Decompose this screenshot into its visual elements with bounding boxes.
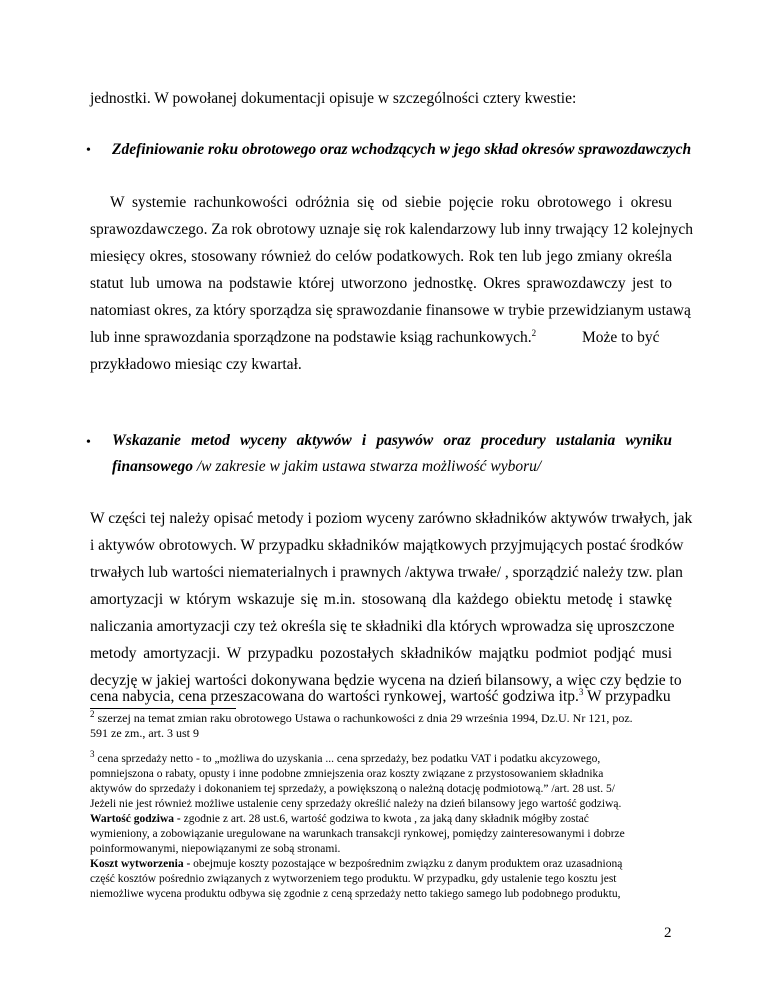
footnote-ref[interactable]: 2: [531, 327, 537, 338]
footnote-2-cont: 591 ze zm., art. 3 ust 9: [90, 726, 199, 740]
paragraph-line: [90, 688, 671, 706]
section-heading-fiscal-year: Zdefiniowanie roku obrotowego oraz wchodzących w jego skład okresów sprawozdawczych: [112, 141, 692, 158]
paragraph-text: W przypadku: [583, 688, 671, 705]
term-bold: Wartość godziwa -: [90, 813, 181, 825]
footnote-number: 3: [90, 749, 95, 760]
bullet-marker: •: [86, 143, 91, 158]
footnote-line: niemożliwe wycena produktu odbywa się zgodnie z ceną sprzedaży netto takiego samego lub podobnego produktu,: [90, 888, 621, 900]
footnote-line: pomniejszona o rabaty, opusty i inne podobne zmniejszenia oraz koszty związane z przystosowaniem składnika: [90, 768, 604, 780]
paragraph-line: miesięcy okres, stosowany również do celów podatkowych. Rok ten lub jego zmiany określa: [90, 248, 672, 265]
heading-italic-part: /w zakresie w jakim ustawa stwarza możliwość wyboru/: [192, 458, 542, 475]
footnote-text: zgodnie z art. 28 ust.6, wartość godziwa to kwota , za jaką dany składnik mógłby zostać: [180, 813, 589, 825]
paragraph-line: i aktywów obrotowych. W przypadku składników majątkowych przyjmujących postać środków: [90, 537, 684, 554]
footnote-line: [90, 858, 622, 870]
paragraph-line: metody amortyzacji. W przypadku pozostałych składników majątku podmiot podjąć musi: [90, 645, 672, 662]
footnote-line: część kosztów pośrednio związanych z wytworzeniem tego produktu. W przypadku, gdy ustalenie tego kosztu jest: [90, 873, 617, 885]
bullet-marker: •: [86, 435, 91, 450]
paragraph-line: przykładowo miesiąc czy kwartał.: [90, 356, 302, 373]
term-bold: Koszt wytworzenia -: [90, 858, 191, 870]
footnote-2: [90, 711, 633, 726]
section-heading-valuation: Wskazanie metod wyceny aktywów i pasywów oraz procedury ustalania wyniku: [112, 432, 672, 449]
paragraph-text: lub inne sprawozdania sporządzone na podstawie ksiąg rachunkowych.: [90, 329, 532, 346]
footnote-line: [90, 813, 589, 825]
footnote-text: cena sprzedaży netto - to „możliwa do uzyskania ... cena sprzedaży, bez podatku VAT i podatku akcyzowego,: [94, 753, 601, 765]
paragraph-line: trwałych lub wartości niematerialnych i prawnych /aktywa trwałe/ , sporządzić należy tzw. plan: [90, 564, 683, 581]
footnote-line: aktywów do sprzedaży i dokonaniem tej sprzedaży, a powiększoną o należną dotację podmiotową.” /art. 28 ust. 5/: [90, 783, 615, 795]
paragraph-line: sprawozdawczego. Za rok obrotowy uznaje się rok kalendarzowy lub inny trwający 12 kolejnych: [90, 221, 694, 238]
paragraph-line: amortyzacji w którym wskazuje się m.in. stosowaną dla każdego obiektu metodę i stawkę: [90, 591, 672, 608]
footnote-separator: [90, 708, 236, 709]
paragraph-line: naliczania amortyzacji czy też określa się te składniki dla których wprowadza się uproszczone: [90, 618, 675, 635]
footnote-number: 2: [90, 709, 95, 719]
paragraph-line: decyzję w jakiej wartości dokonywana będzie wycena na dzień bilansowy, a więc czy będzie to: [90, 672, 682, 689]
paragraph-line: statut lub umowa na podstawie której utworzono jednostkę. Okres sprawozdawczy jest to: [90, 275, 672, 292]
footnote-text: obejmuje koszty pozostające w bezpośrednim związku z danym produktem oraz uzasadnioną: [190, 858, 623, 870]
footnote-line: poinformowanymi, niepowiązanymi ze sobą stronami.: [90, 843, 341, 855]
page-number: 2: [664, 925, 672, 941]
footnote-ref[interactable]: 3: [578, 686, 584, 697]
paragraph-line: [90, 329, 536, 347]
intro-paragraph: jednostki. W powołanej dokumentacji opisuje w szczególności cztery kwestie:: [90, 90, 577, 107]
paragraph-line-tail: Może to być: [582, 329, 660, 346]
footnote-3: [90, 749, 601, 765]
paragraph-line: W części tej należy opisać metody i poziom wyceny zarówno składników aktywów trwałych, jak: [90, 510, 693, 527]
heading-bold-part: finansowego: [112, 458, 193, 475]
paragraph-text: cena nabycia, cena przeszacowana do wartości rynkowej, wartość godziwa itp.: [90, 688, 579, 705]
footnote-line: wymieniony, a zobowiązanie uregulowane na warunkach transakcji rynkowej, pomiędzy zainteresowanymi i dobrze: [90, 828, 625, 840]
paragraph-line: W systemie rachunkowości odróżnia się od siebie pojęcie roku obrotowego i okresu: [110, 194, 672, 211]
paragraph-line: natomiast okres, za który sporządza się sprawozdanie finansowe w trybie przewidzianym ustawą: [90, 302, 691, 319]
footnote-text: szerzej na temat zmian raku obrotowego Ustawa o rachunkowości z dnia 29 września 1994, Dz.U. Nr 121, poz.: [94, 711, 633, 725]
section-heading-valuation-cont: [112, 458, 541, 476]
footnote-line: Jeżeli nie jest również możliwe ustalenie ceny sprzedaży określić należy na dzień bilansowy jego wartość godziwą.: [90, 798, 622, 810]
